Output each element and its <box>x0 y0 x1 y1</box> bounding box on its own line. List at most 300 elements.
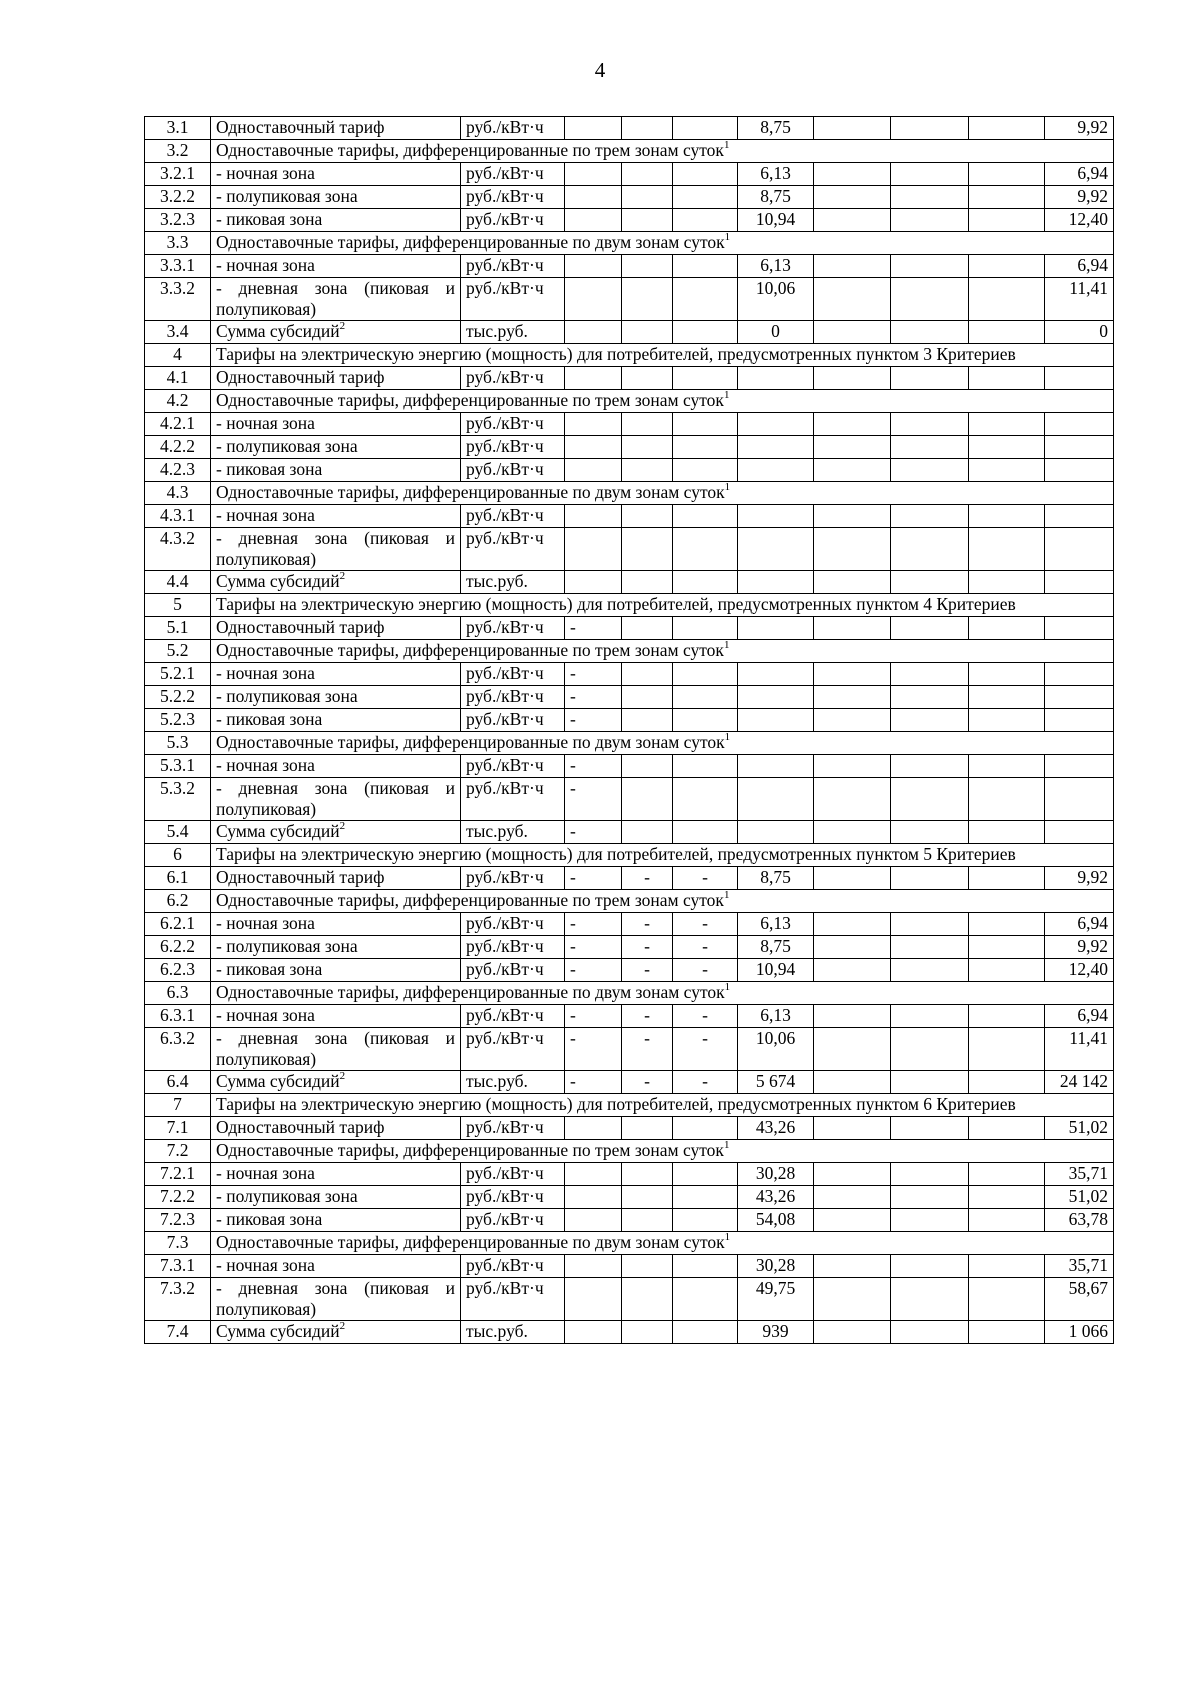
value-cell <box>891 686 969 709</box>
footnote-mark: 1 <box>723 1139 730 1152</box>
value-cell: - <box>565 617 622 640</box>
group-header <box>211 482 1114 505</box>
value-cell <box>891 1278 969 1321</box>
value-cell: 8,75 <box>738 117 814 140</box>
value-cell <box>891 278 969 321</box>
row-number: 5.2.3 <box>145 709 211 732</box>
row-name <box>211 913 461 936</box>
row-name-text: - ночная зона <box>216 1255 315 1275</box>
row-unit: руб./кВт·ч <box>461 528 565 571</box>
value-cell <box>565 436 622 459</box>
value-cell <box>969 1186 1045 1209</box>
value-cell <box>673 255 738 278</box>
table-row <box>145 913 1114 936</box>
value-cell: 30,28 <box>738 1255 814 1278</box>
row-number: 4.4 <box>145 571 211 594</box>
value-cell <box>891 186 969 209</box>
value-cell <box>891 163 969 186</box>
row-unit: руб./кВт·ч <box>461 1186 565 1209</box>
value-cell <box>622 1186 673 1209</box>
value-cell: - <box>622 1071 673 1094</box>
row-name <box>211 186 461 209</box>
value-cell: 35,71 <box>1045 1255 1114 1278</box>
value-cell <box>891 367 969 390</box>
value-cell <box>738 505 814 528</box>
row-number: 7.2.2 <box>145 1186 211 1209</box>
table-row <box>145 663 1114 686</box>
value-cell <box>673 505 738 528</box>
value-cell <box>738 367 814 390</box>
row-unit: тыс.руб. <box>461 1071 565 1094</box>
table-row <box>145 140 1114 163</box>
value-cell: 6,94 <box>1045 163 1114 186</box>
row-number: 3.3 <box>145 232 211 255</box>
row-name <box>211 1209 461 1232</box>
value-cell: - <box>622 1005 673 1028</box>
value-cell <box>969 1005 1045 1028</box>
value-cell: 24 142 <box>1045 1071 1114 1094</box>
value-cell <box>1045 778 1114 821</box>
table-row <box>145 505 1114 528</box>
value-cell <box>891 571 969 594</box>
value-cell: 6,94 <box>1045 1005 1114 1028</box>
value-cell <box>891 1028 969 1071</box>
row-unit: руб./кВт·ч <box>461 913 565 936</box>
value-cell <box>969 459 1045 482</box>
table-row <box>145 528 1114 571</box>
value-cell <box>814 1163 891 1186</box>
table-row <box>145 436 1114 459</box>
row-name <box>211 117 461 140</box>
value-cell: 8,75 <box>738 867 814 890</box>
value-cell <box>814 321 891 344</box>
value-cell <box>814 1321 891 1344</box>
value-cell: 6,13 <box>738 163 814 186</box>
value-cell <box>969 1163 1045 1186</box>
value-cell <box>814 571 891 594</box>
row-name <box>211 867 461 890</box>
value-cell <box>565 117 622 140</box>
section-header <box>211 594 1114 617</box>
value-cell: 12,40 <box>1045 959 1114 982</box>
value-cell <box>814 1028 891 1071</box>
table-row <box>145 278 1114 321</box>
value-cell <box>673 1278 738 1321</box>
value-cell <box>814 1117 891 1140</box>
table-row <box>145 1028 1114 1071</box>
row-name-text: - пиковая зона <box>216 959 323 979</box>
row-name-text: - ночная зона <box>216 755 315 775</box>
value-cell <box>814 663 891 686</box>
row-name <box>211 755 461 778</box>
value-cell <box>814 617 891 640</box>
value-cell <box>1045 436 1114 459</box>
row-number: 5.3.1 <box>145 755 211 778</box>
value-cell <box>673 436 738 459</box>
row-name <box>211 936 461 959</box>
value-cell <box>622 255 673 278</box>
value-cell <box>1045 505 1114 528</box>
row-name-text: - ночная зона <box>216 663 315 683</box>
row-number: 4 <box>145 344 211 367</box>
value-cell <box>814 1278 891 1321</box>
value-cell <box>814 1005 891 1028</box>
table-row <box>145 640 1114 663</box>
value-cell <box>814 436 891 459</box>
value-cell <box>969 367 1045 390</box>
value-cell <box>891 436 969 459</box>
value-cell: 0 <box>738 321 814 344</box>
table-row <box>145 732 1114 755</box>
value-cell: 6,13 <box>738 1005 814 1028</box>
value-cell <box>891 663 969 686</box>
value-cell: - <box>673 936 738 959</box>
value-cell <box>622 778 673 821</box>
row-text: Одноставочные тарифы, дифференцированные по двум зонам суток <box>216 482 725 502</box>
value-cell <box>969 663 1045 686</box>
group-header <box>211 1232 1114 1255</box>
value-cell <box>622 505 673 528</box>
value-cell <box>622 617 673 640</box>
row-number: 5.3.2 <box>145 778 211 821</box>
value-cell <box>814 867 891 890</box>
row-name <box>211 255 461 278</box>
table-row <box>145 1255 1114 1278</box>
value-cell: 43,26 <box>738 1117 814 1140</box>
value-cell: - <box>565 1005 622 1028</box>
value-cell <box>622 278 673 321</box>
table-row <box>145 1117 1114 1140</box>
value-cell <box>622 686 673 709</box>
value-cell <box>891 321 969 344</box>
value-cell <box>673 163 738 186</box>
value-cell <box>969 1209 1045 1232</box>
row-name-text: - ночная зона <box>216 255 315 275</box>
value-cell <box>814 278 891 321</box>
value-cell <box>622 1209 673 1232</box>
value-cell: 10,06 <box>738 278 814 321</box>
row-unit: руб./кВт·ч <box>461 778 565 821</box>
group-header <box>211 640 1114 663</box>
row-number: 4.2.3 <box>145 459 211 482</box>
value-cell <box>891 1255 969 1278</box>
row-name <box>211 1163 461 1186</box>
value-cell <box>673 1117 738 1140</box>
row-name <box>211 505 461 528</box>
value-cell <box>1045 571 1114 594</box>
row-name-text: Сумма субсидий <box>216 821 340 841</box>
value-cell <box>969 1117 1045 1140</box>
row-name <box>211 1278 461 1321</box>
value-cell <box>891 959 969 982</box>
value-cell <box>814 936 891 959</box>
row-unit: руб./кВт·ч <box>461 163 565 186</box>
value-cell <box>673 663 738 686</box>
row-number: 4.2.2 <box>145 436 211 459</box>
table-row <box>145 209 1114 232</box>
value-cell <box>622 821 673 844</box>
row-name-text: Одноставочный тариф <box>216 117 385 137</box>
value-cell: 6,13 <box>738 913 814 936</box>
row-name-text: - ночная зона <box>216 505 315 525</box>
row-name-text: Сумма субсидий <box>216 571 340 591</box>
value-cell: - <box>565 709 622 732</box>
table-row <box>145 367 1114 390</box>
value-cell: - <box>622 959 673 982</box>
row-text: Одноставочные тарифы, дифференцированные по трем зонам суток <box>216 640 724 660</box>
row-unit: руб./кВт·ч <box>461 867 565 890</box>
value-cell: 5 674 <box>738 1071 814 1094</box>
row-unit: руб./кВт·ч <box>461 936 565 959</box>
value-cell <box>814 1071 891 1094</box>
table-row <box>145 821 1114 844</box>
value-cell: - <box>565 686 622 709</box>
value-cell <box>622 117 673 140</box>
value-cell <box>969 755 1045 778</box>
value-cell <box>814 163 891 186</box>
row-unit: руб./кВт·ч <box>461 959 565 982</box>
row-name <box>211 1117 461 1140</box>
row-unit: руб./кВт·ч <box>461 1209 565 1232</box>
table-row <box>145 186 1114 209</box>
value-cell <box>673 321 738 344</box>
row-text: Тарифы на электрическую энергию (мощность) для потребителей, предусмотренных пунктом 4 Критериев <box>216 594 1016 614</box>
value-cell <box>622 709 673 732</box>
row-number: 5.3 <box>145 732 211 755</box>
value-cell: - <box>622 867 673 890</box>
value-cell <box>891 867 969 890</box>
value-cell <box>673 1255 738 1278</box>
row-number: 6.2.3 <box>145 959 211 982</box>
value-cell <box>969 913 1045 936</box>
row-name-text: Сумма субсидий <box>216 321 340 341</box>
table-row <box>145 755 1114 778</box>
row-number: 3.2.1 <box>145 163 211 186</box>
value-cell <box>891 505 969 528</box>
row-name <box>211 663 461 686</box>
row-text: Тарифы на электрическую энергию (мощность) для потребителей, предусмотренных пунктом 5 Критериев <box>216 844 1016 864</box>
value-cell <box>622 209 673 232</box>
value-cell <box>622 1117 673 1140</box>
row-name <box>211 778 461 821</box>
value-cell: - <box>673 913 738 936</box>
value-cell <box>969 117 1045 140</box>
row-number: 7.2.1 <box>145 1163 211 1186</box>
row-name-text: - пиковая зона <box>216 209 323 229</box>
value-cell <box>673 1321 738 1344</box>
value-cell <box>891 528 969 571</box>
row-unit: руб./кВт·ч <box>461 436 565 459</box>
row-text: Одноставочные тарифы, дифференцированные по трем зонам суток <box>216 140 724 160</box>
value-cell <box>622 436 673 459</box>
value-cell <box>891 1163 969 1186</box>
group-header <box>211 732 1114 755</box>
value-cell <box>673 571 738 594</box>
value-cell <box>814 459 891 482</box>
row-number: 3.2.3 <box>145 209 211 232</box>
table-row <box>145 571 1114 594</box>
value-cell: 6,94 <box>1045 255 1114 278</box>
footnote-mark: 2 <box>339 570 346 583</box>
value-cell <box>622 163 673 186</box>
value-cell <box>565 459 622 482</box>
row-name <box>211 209 461 232</box>
value-cell: 11,41 <box>1045 1028 1114 1071</box>
table-row <box>145 959 1114 982</box>
value-cell <box>891 617 969 640</box>
value-cell <box>814 755 891 778</box>
value-cell <box>1045 528 1114 571</box>
footnote-mark: 1 <box>723 139 730 152</box>
row-unit: тыс.руб. <box>461 571 565 594</box>
row-name-text: - полупиковая зона <box>216 436 358 456</box>
value-cell <box>969 571 1045 594</box>
group-header <box>211 1140 1114 1163</box>
value-cell <box>1045 821 1114 844</box>
value-cell <box>738 459 814 482</box>
value-cell <box>969 1028 1045 1071</box>
value-cell <box>969 505 1045 528</box>
row-text: Одноставочные тарифы, дифференцированные по трем зонам суток <box>216 390 724 410</box>
row-number: 6.1 <box>145 867 211 890</box>
row-text: Одноставочные тарифы, дифференцированные по трем зонам суток <box>216 890 724 910</box>
row-name-text: - дневная зона (пиковая и полупиковая) <box>216 778 455 819</box>
group-header <box>211 890 1114 913</box>
value-cell <box>673 1186 738 1209</box>
value-cell <box>1045 367 1114 390</box>
value-cell <box>814 686 891 709</box>
value-cell <box>565 1255 622 1278</box>
group-header <box>211 982 1114 1005</box>
row-name-text: - дневная зона (пиковая и полупиковая) <box>216 1278 455 1319</box>
value-cell <box>814 505 891 528</box>
value-cell <box>565 367 622 390</box>
value-cell <box>565 528 622 571</box>
row-number: 6.3.2 <box>145 1028 211 1071</box>
value-cell <box>1045 755 1114 778</box>
value-cell <box>969 1255 1045 1278</box>
value-cell <box>673 709 738 732</box>
value-cell: 10,06 <box>738 1028 814 1071</box>
row-number: 4.2.1 <box>145 413 211 436</box>
value-cell <box>673 413 738 436</box>
table-row <box>145 594 1114 617</box>
value-cell <box>969 321 1045 344</box>
value-cell <box>565 1117 622 1140</box>
value-cell: 58,67 <box>1045 1278 1114 1321</box>
footnote-mark: 1 <box>724 981 731 994</box>
value-cell <box>969 1321 1045 1344</box>
value-cell <box>738 755 814 778</box>
table-row <box>145 617 1114 640</box>
row-text: Одноставочные тарифы, дифференцированные по трем зонам суток <box>216 1140 724 1160</box>
row-unit: руб./кВт·ч <box>461 755 565 778</box>
table-row <box>145 482 1114 505</box>
value-cell <box>673 821 738 844</box>
value-cell <box>565 1163 622 1186</box>
value-cell <box>622 528 673 571</box>
table-row <box>145 686 1114 709</box>
row-unit: тыс.руб. <box>461 321 565 344</box>
table-row <box>145 1232 1114 1255</box>
value-cell <box>622 186 673 209</box>
value-cell: - <box>565 821 622 844</box>
value-cell <box>622 663 673 686</box>
row-number: 3.4 <box>145 321 211 344</box>
row-number: 3.1 <box>145 117 211 140</box>
tariff-table <box>144 116 1114 1344</box>
row-unit: руб./кВт·ч <box>461 413 565 436</box>
value-cell <box>622 1163 673 1186</box>
value-cell <box>673 617 738 640</box>
value-cell <box>814 528 891 571</box>
value-cell <box>565 1186 622 1209</box>
row-number: 6.4 <box>145 1071 211 1094</box>
value-cell <box>673 278 738 321</box>
row-unit: руб./кВт·ч <box>461 459 565 482</box>
row-name <box>211 528 461 571</box>
table-row <box>145 1321 1114 1344</box>
value-cell <box>969 867 1045 890</box>
value-cell: 9,92 <box>1045 867 1114 890</box>
table-row <box>145 936 1114 959</box>
value-cell <box>1045 663 1114 686</box>
value-cell <box>622 321 673 344</box>
row-name <box>211 709 461 732</box>
footnote-mark: 1 <box>724 231 731 244</box>
row-name-text: Одноставочный тариф <box>216 617 385 637</box>
value-cell <box>891 255 969 278</box>
value-cell <box>814 1255 891 1278</box>
value-cell: 9,92 <box>1045 186 1114 209</box>
value-cell: 11,41 <box>1045 278 1114 321</box>
row-name <box>211 1321 461 1344</box>
row-number: 6.3 <box>145 982 211 1005</box>
row-name-text: - ночная зона <box>216 1005 315 1025</box>
table-row <box>145 344 1114 367</box>
value-cell <box>891 413 969 436</box>
value-cell <box>969 778 1045 821</box>
row-text: Одноставочные тарифы, дифференцированные по двум зонам суток <box>216 1232 725 1252</box>
value-cell <box>673 1209 738 1232</box>
row-number: 4.3.2 <box>145 528 211 571</box>
value-cell <box>969 278 1045 321</box>
value-cell <box>891 1117 969 1140</box>
table-row <box>145 1005 1114 1028</box>
table-row <box>145 778 1114 821</box>
value-cell: 63,78 <box>1045 1209 1114 1232</box>
value-cell: 10,94 <box>738 959 814 982</box>
value-cell: 6,94 <box>1045 913 1114 936</box>
value-cell <box>673 367 738 390</box>
row-unit: руб./кВт·ч <box>461 1117 565 1140</box>
value-cell: - <box>565 913 622 936</box>
row-number: 7.4 <box>145 1321 211 1344</box>
section-header <box>211 844 1114 867</box>
value-cell <box>891 778 969 821</box>
value-cell: - <box>565 936 622 959</box>
row-number: 6.2.2 <box>145 936 211 959</box>
value-cell <box>622 1255 673 1278</box>
value-cell: 1 066 <box>1045 1321 1114 1344</box>
table-row <box>145 1209 1114 1232</box>
table-row <box>145 117 1114 140</box>
row-name-text: Одноставочный тариф <box>216 367 385 387</box>
row-name-text: - полупиковая зона <box>216 686 358 706</box>
table-row <box>145 1140 1114 1163</box>
row-unit: руб./кВт·ч <box>461 186 565 209</box>
value-cell <box>673 778 738 821</box>
